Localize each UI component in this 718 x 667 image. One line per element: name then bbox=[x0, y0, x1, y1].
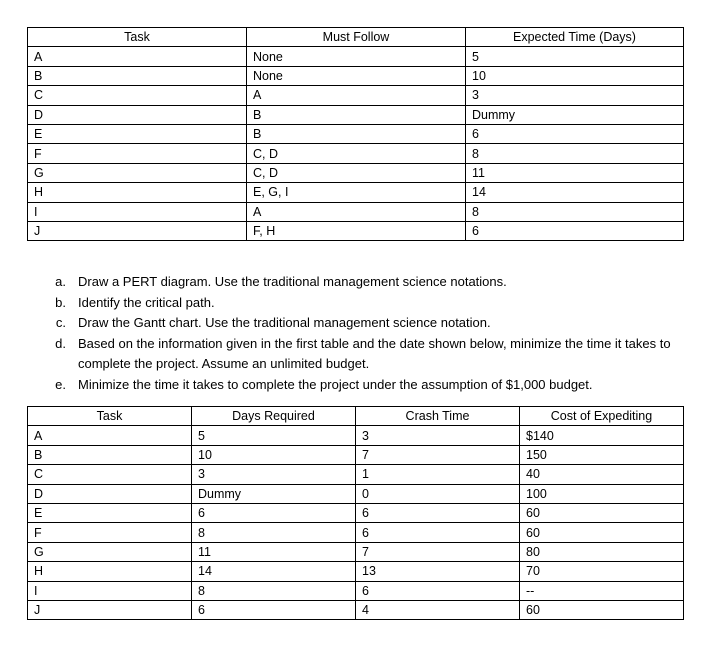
task-cell: J bbox=[28, 221, 247, 240]
table-row bbox=[28, 144, 684, 163]
question-marker: a. bbox=[55, 274, 66, 289]
task-cell: F bbox=[28, 144, 247, 163]
table-row bbox=[28, 221, 684, 240]
task-cell: F bbox=[28, 523, 192, 542]
question-marker: b. bbox=[55, 294, 66, 310]
crash-time-cell: 7 bbox=[356, 542, 520, 561]
header-task: Task bbox=[28, 28, 247, 47]
crash-time-cell: 13 bbox=[356, 562, 520, 581]
cost-of-expediting-cell: 100 bbox=[520, 484, 684, 503]
table-row bbox=[28, 47, 684, 66]
days-required-cell: 6 bbox=[192, 503, 356, 522]
table-row bbox=[28, 523, 684, 542]
question-marker: e. bbox=[55, 376, 66, 392]
must-follow-cell: A bbox=[247, 86, 466, 105]
crash-time-cell: 7 bbox=[356, 445, 520, 464]
task-cell: A bbox=[28, 47, 247, 66]
precedence-table bbox=[27, 27, 684, 241]
expected-time-cell: 14 bbox=[466, 183, 684, 202]
table-row bbox=[28, 202, 684, 221]
crash-time-cell: 6 bbox=[356, 523, 520, 542]
expected-time-cell: Dummy bbox=[466, 105, 684, 124]
header-task: Task bbox=[28, 407, 192, 426]
cost-of-expediting-cell: 60 bbox=[520, 523, 684, 542]
days-required-cell: 10 bbox=[192, 445, 356, 464]
table-header-row bbox=[28, 407, 684, 426]
must-follow-cell: C, D bbox=[247, 163, 466, 182]
table-row bbox=[28, 562, 684, 581]
crash-time-cell: 3 bbox=[356, 426, 520, 445]
table-row bbox=[28, 66, 684, 85]
crash-time-cell: 0 bbox=[356, 484, 520, 503]
days-required-cell: 8 bbox=[192, 581, 356, 600]
expected-time-cell: 10 bbox=[466, 66, 684, 85]
table-row bbox=[28, 465, 684, 484]
table-row bbox=[28, 105, 684, 124]
table-row bbox=[28, 183, 684, 202]
crash-time-cell: 6 bbox=[356, 503, 520, 522]
must-follow-cell: E, G, I bbox=[247, 183, 466, 202]
question-text: Draw the Gantt chart. Use the traditional management science notation. bbox=[78, 315, 491, 330]
table-row bbox=[28, 163, 684, 182]
cost-of-expediting-cell: -- bbox=[520, 581, 684, 600]
table-row bbox=[28, 86, 684, 105]
question-text: Identify the critical path. bbox=[78, 294, 215, 310]
task-cell: E bbox=[28, 503, 192, 522]
must-follow-cell: None bbox=[247, 66, 466, 85]
days-required-cell: Dummy bbox=[192, 484, 356, 503]
header-crash-time: Crash Time bbox=[356, 407, 520, 426]
expected-time-cell: 5 bbox=[466, 47, 684, 66]
crash-time-cell: 6 bbox=[356, 581, 520, 600]
days-required-cell: 11 bbox=[192, 542, 356, 561]
task-cell: G bbox=[28, 542, 192, 561]
table-row bbox=[28, 445, 684, 464]
task-cell: D bbox=[28, 484, 192, 503]
header-must-follow: Must Follow bbox=[247, 28, 466, 47]
question-text: Minimize the time it takes to complete the project under the assumption of $1,000 budget. bbox=[78, 376, 593, 392]
question-list bbox=[46, 272, 691, 395]
days-required-cell: 14 bbox=[192, 562, 356, 581]
crash-time-cell: 1 bbox=[356, 465, 520, 484]
task-cell: C bbox=[28, 465, 192, 484]
question-text: Based on the information given in the first table and the date shown below, minimize the time it takes to complete the project. Assume an unlimited budget. bbox=[78, 335, 671, 371]
expected-time-cell: 6 bbox=[466, 221, 684, 240]
table-row bbox=[28, 542, 684, 561]
expected-time-cell: 8 bbox=[466, 144, 684, 163]
header-expected-time: Expected Time (Days) bbox=[466, 28, 684, 47]
expected-time-cell: 8 bbox=[466, 202, 684, 221]
must-follow-cell: C, D bbox=[247, 144, 466, 163]
table-header-row bbox=[28, 28, 684, 47]
cost-of-expediting-cell: 70 bbox=[520, 562, 684, 581]
task-cell: I bbox=[28, 202, 247, 221]
cost-of-expediting-cell: 60 bbox=[520, 600, 684, 619]
days-required-cell: 8 bbox=[192, 523, 356, 542]
task-cell: G bbox=[28, 163, 247, 182]
table-row bbox=[28, 484, 684, 503]
table-row bbox=[28, 581, 684, 600]
question-item bbox=[46, 272, 691, 293]
question-item bbox=[46, 293, 691, 314]
task-cell: A bbox=[28, 426, 192, 445]
question-item bbox=[46, 375, 691, 396]
expected-time-cell: 6 bbox=[466, 124, 684, 143]
expected-time-cell: 3 bbox=[466, 86, 684, 105]
question-text: Draw a PERT diagram. Use the traditional management science notations. bbox=[78, 274, 507, 289]
crash-time-cell: 4 bbox=[356, 600, 520, 619]
question-item bbox=[46, 334, 691, 375]
question-marker: c. bbox=[55, 315, 66, 330]
cost-of-expediting-cell: 60 bbox=[520, 503, 684, 522]
crash-table bbox=[27, 406, 684, 620]
table-row bbox=[28, 426, 684, 445]
cost-of-expediting-cell: $140 bbox=[520, 426, 684, 445]
cost-of-expediting-cell: 40 bbox=[520, 465, 684, 484]
task-cell: E bbox=[28, 124, 247, 143]
question-item bbox=[46, 313, 691, 334]
header-days-required: Days Required bbox=[192, 407, 356, 426]
task-cell: J bbox=[28, 600, 192, 619]
must-follow-cell: B bbox=[247, 124, 466, 143]
days-required-cell: 6 bbox=[192, 600, 356, 619]
task-cell: B bbox=[28, 445, 192, 464]
days-required-cell: 5 bbox=[192, 426, 356, 445]
task-cell: D bbox=[28, 105, 247, 124]
task-cell: C bbox=[28, 86, 247, 105]
table-row bbox=[28, 124, 684, 143]
days-required-cell: 3 bbox=[192, 465, 356, 484]
cost-of-expediting-cell: 80 bbox=[520, 542, 684, 561]
table-row bbox=[28, 600, 684, 619]
expected-time-cell: 11 bbox=[466, 163, 684, 182]
header-cost-of-expediting: Cost of Expediting bbox=[520, 407, 684, 426]
cost-of-expediting-cell: 150 bbox=[520, 445, 684, 464]
task-cell: B bbox=[28, 66, 247, 85]
must-follow-cell: B bbox=[247, 105, 466, 124]
must-follow-cell: F, H bbox=[247, 221, 466, 240]
task-cell: H bbox=[28, 562, 192, 581]
task-cell: H bbox=[28, 183, 247, 202]
must-follow-cell: None bbox=[247, 47, 466, 66]
table-row bbox=[28, 503, 684, 522]
question-marker: d. bbox=[55, 335, 66, 351]
must-follow-cell: A bbox=[247, 202, 466, 221]
task-cell: I bbox=[28, 581, 192, 600]
